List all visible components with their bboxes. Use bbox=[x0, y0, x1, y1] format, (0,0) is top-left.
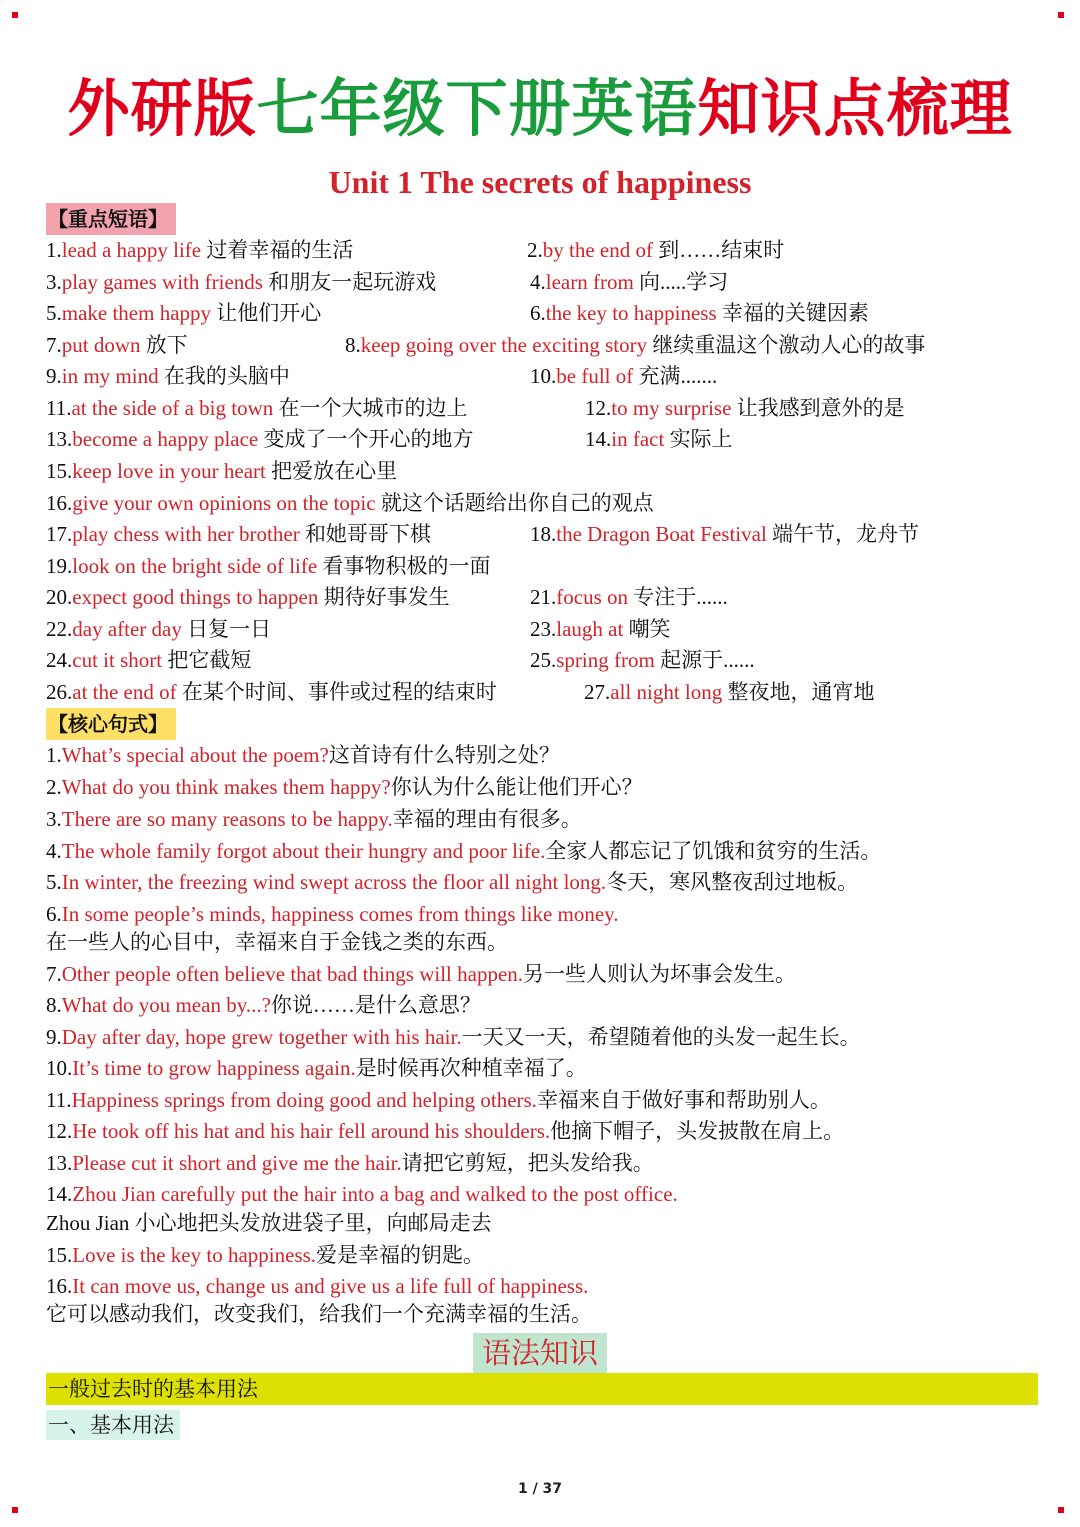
chinese-translation: 整夜地，通宵地 bbox=[722, 680, 875, 704]
sentence-line bbox=[46, 1116, 844, 1146]
sentence-line bbox=[46, 1148, 654, 1178]
title-part-publisher: 外研版 bbox=[67, 72, 257, 145]
item-number: 13. bbox=[46, 1151, 73, 1175]
sentence-line bbox=[46, 1271, 588, 1301]
item-number: 16. bbox=[46, 491, 73, 515]
sentence-line bbox=[46, 867, 858, 897]
english-text: He took off his hat and his hair fell around his shoulders. bbox=[72, 1119, 551, 1143]
english-text: in my mind bbox=[61, 364, 159, 388]
sentence-line bbox=[46, 1299, 592, 1329]
phrase-line bbox=[530, 267, 728, 297]
corner-mark bbox=[12, 1507, 18, 1513]
item-number: 13. bbox=[46, 427, 73, 451]
sentence-line bbox=[46, 899, 619, 929]
chinese-translation: 你说……是什么意思？ bbox=[270, 993, 481, 1017]
chinese-translation: 嘲笑 bbox=[623, 617, 671, 641]
english-text: spring from bbox=[556, 648, 655, 672]
english-text: to my surprise bbox=[611, 396, 732, 420]
item-number: 27. bbox=[584, 680, 611, 704]
chinese-translation: 他摘下帽子，头发披散在肩上。 bbox=[550, 1119, 845, 1143]
item-number: 4. bbox=[530, 270, 546, 294]
phrase-line bbox=[46, 393, 468, 423]
sentence-line bbox=[46, 740, 560, 770]
english-text: Happiness springs from doing good and helping others. bbox=[71, 1088, 537, 1112]
sentence-line bbox=[46, 1179, 678, 1209]
english-text: at the end of bbox=[72, 680, 177, 704]
chinese-translation: Zhou Jian 小心地把头发放进袋子里，向邮局走去 bbox=[46, 1211, 492, 1235]
document-title bbox=[0, 68, 1080, 150]
item-number: 3. bbox=[46, 807, 62, 831]
chinese-translation: 冬天，寒风整夜刮过地板。 bbox=[606, 870, 859, 894]
english-text: make them happy bbox=[61, 301, 212, 325]
phrase-line bbox=[345, 330, 925, 360]
english-text: at the side of a big town bbox=[71, 396, 274, 420]
english-text: What’s special about the poem? bbox=[61, 743, 329, 767]
item-number: 17. bbox=[46, 522, 73, 546]
item-number: 14. bbox=[585, 427, 612, 451]
english-text: learn from bbox=[545, 270, 634, 294]
chinese-translation: 放下 bbox=[140, 333, 188, 357]
item-number: 2. bbox=[527, 238, 543, 262]
chinese-translation: 看事物积极的一面 bbox=[317, 554, 491, 578]
phrase-line bbox=[530, 519, 919, 549]
item-number: 5. bbox=[46, 870, 62, 894]
english-text: be full of bbox=[556, 364, 634, 388]
chinese-translation: 幸福的关键因素 bbox=[716, 301, 869, 325]
english-text: focus on bbox=[556, 585, 628, 609]
phrase-line bbox=[530, 614, 671, 644]
chinese-translation: 专注于...... bbox=[628, 585, 728, 609]
chinese-translation: 把爱放在心里 bbox=[265, 459, 398, 483]
item-number: 18. bbox=[530, 522, 557, 546]
chinese-translation: 把它截短 bbox=[162, 648, 252, 672]
chinese-translation: 幸福来自于做好事和帮助别人。 bbox=[536, 1088, 831, 1112]
english-text: Other people often believe that bad things will happen. bbox=[61, 962, 524, 986]
phrase-line bbox=[46, 551, 490, 581]
english-text: In winter, the freezing wind swept across the floor all night long. bbox=[61, 870, 607, 894]
phrases-section-label: 【重点短语】 bbox=[46, 203, 176, 235]
item-number: 6. bbox=[46, 902, 62, 926]
english-text: There are so many reasons to be happy. bbox=[61, 807, 393, 831]
english-text: Please cut it short and give me the hair. bbox=[72, 1151, 402, 1175]
item-number: 12. bbox=[46, 1119, 73, 1143]
chinese-translation: 请把它剪短，把头发给我。 bbox=[401, 1151, 654, 1175]
corner-mark bbox=[12, 12, 18, 18]
chinese-translation: 在某个时间、事件或过程的结束时 bbox=[176, 680, 497, 704]
item-number: 25. bbox=[530, 648, 557, 672]
phrase-line bbox=[46, 582, 450, 612]
phrase-line bbox=[46, 519, 431, 549]
english-text: the Dragon Boat Festival bbox=[556, 522, 767, 546]
item-number: 8. bbox=[46, 993, 62, 1017]
grammar-topic-bar: 一般过去时的基本用法 bbox=[46, 1373, 1038, 1405]
english-text: the key to happiness bbox=[545, 301, 717, 325]
english-text: In some people’s minds, happiness comes from things like money. bbox=[61, 902, 619, 926]
chinese-translation: 实际上 bbox=[664, 427, 733, 451]
chinese-translation: 和她哥哥下棋 bbox=[299, 522, 431, 546]
item-number: 7. bbox=[46, 962, 62, 986]
phrase-line bbox=[46, 645, 251, 675]
english-text: Love is the key to happiness. bbox=[72, 1243, 317, 1267]
item-number: 22. bbox=[46, 617, 73, 641]
phrase-line bbox=[530, 298, 869, 328]
english-text: What do you mean by...? bbox=[61, 993, 271, 1017]
english-text: Day after day, hope grew together with his hair. bbox=[61, 1025, 462, 1049]
sentence-line bbox=[46, 990, 481, 1020]
grammar-subheading: 一、基本用法 bbox=[46, 1410, 180, 1440]
sentence-line bbox=[46, 1208, 492, 1238]
sentence-line bbox=[46, 1053, 587, 1083]
chinese-translation: 让我感到意外的是 bbox=[731, 396, 905, 420]
english-text: all night long bbox=[610, 680, 723, 704]
phrase-line bbox=[46, 614, 271, 644]
sentence-line bbox=[46, 927, 508, 957]
item-number: 24. bbox=[46, 648, 73, 672]
phrase-line bbox=[585, 424, 733, 454]
phrase-line bbox=[46, 488, 654, 518]
chinese-translation: 向.....学习 bbox=[633, 270, 729, 294]
chinese-translation: 是时候再次种植幸福了。 bbox=[355, 1056, 587, 1080]
chinese-translation: 日复一日 bbox=[181, 617, 272, 641]
english-text: keep going over the exciting story bbox=[360, 333, 648, 357]
english-text: look on the bright side of life bbox=[72, 554, 318, 578]
grammar-title: 语法知识 bbox=[473, 1333, 607, 1373]
phrase-line bbox=[46, 456, 397, 486]
english-text: It’s time to grow happiness again. bbox=[72, 1056, 356, 1080]
chinese-translation: 在一些人的心目中，幸福来自于金钱之类的东西。 bbox=[46, 930, 508, 954]
item-number: 4. bbox=[46, 839, 62, 863]
english-text: play games with friends bbox=[61, 270, 263, 294]
english-text: lead a happy life bbox=[61, 238, 202, 262]
english-text: become a happy place bbox=[72, 427, 259, 451]
item-number: 11. bbox=[46, 396, 72, 420]
sentence-line bbox=[46, 1022, 861, 1052]
sentence-line bbox=[46, 804, 582, 834]
chinese-translation: 和朋友一起玩游戏 bbox=[262, 270, 437, 294]
phrase-line bbox=[46, 424, 474, 454]
chinese-translation: 起源于...... bbox=[654, 648, 755, 672]
phrase-line bbox=[530, 582, 728, 612]
item-number: 1. bbox=[46, 238, 62, 262]
english-text: laugh at bbox=[556, 617, 624, 641]
chinese-translation: 另一些人则认为坏事会发生。 bbox=[523, 962, 797, 986]
chinese-translation: 幸福的理由有很多。 bbox=[392, 807, 582, 831]
phrase-line bbox=[46, 267, 436, 297]
sentence-line bbox=[46, 959, 796, 989]
item-number: 12. bbox=[585, 396, 612, 420]
phrase-line bbox=[46, 235, 353, 265]
corner-mark bbox=[1058, 1507, 1064, 1513]
phrase-line bbox=[585, 393, 905, 423]
item-number: 21. bbox=[530, 585, 557, 609]
english-text: Zhou Jian carefully put the hair into a bag and walked to the post office. bbox=[72, 1182, 678, 1206]
chinese-translation: 过着幸福的生活 bbox=[201, 238, 354, 262]
phrase-line bbox=[584, 677, 875, 707]
item-number: 7. bbox=[46, 333, 62, 357]
item-number: 26. bbox=[46, 680, 73, 704]
english-text: in fact bbox=[611, 427, 665, 451]
phrase-line bbox=[46, 677, 497, 707]
chinese-translation: 它可以感动我们，改变我们，给我们一个充满幸福的生活。 bbox=[46, 1302, 592, 1326]
chinese-translation: 到……结束时 bbox=[652, 238, 785, 262]
chinese-translation: 继续重温这个激动人心的故事 bbox=[647, 333, 926, 357]
item-number: 6. bbox=[530, 301, 546, 325]
english-text: It can move us, change us and give us a life full of happiness. bbox=[72, 1274, 589, 1298]
sentence-line bbox=[46, 1240, 484, 1270]
item-number: 15. bbox=[46, 1243, 73, 1267]
chinese-translation: 在一个大城市的边上 bbox=[273, 396, 468, 420]
english-text: give your own opinions on the topic bbox=[72, 491, 376, 515]
english-text: day after day bbox=[72, 617, 182, 641]
corner-mark bbox=[1058, 12, 1064, 18]
item-number: 11. bbox=[46, 1088, 72, 1112]
chinese-translation: 你认为什么能让他们开心？ bbox=[390, 775, 643, 799]
item-number: 9. bbox=[46, 364, 62, 388]
phrase-line bbox=[527, 235, 784, 265]
title-part-topic: 知识点梳理 bbox=[697, 72, 1013, 145]
item-number: 16. bbox=[46, 1274, 73, 1298]
item-number: 2. bbox=[46, 775, 62, 799]
english-text: expect good things to happen bbox=[72, 585, 319, 609]
sentences-section-label: 【核心句式】 bbox=[46, 708, 176, 740]
english-text: by the end of bbox=[542, 238, 653, 262]
chinese-translation: 在我的头脑中 bbox=[158, 364, 290, 388]
sentence-line bbox=[46, 1085, 831, 1115]
sentence-line bbox=[46, 836, 881, 866]
english-text: keep love in your heart bbox=[72, 459, 266, 483]
unit-title: Unit 1 The secrets of happiness bbox=[328, 164, 752, 200]
item-number: 8. bbox=[345, 333, 361, 357]
item-number: 23. bbox=[530, 617, 557, 641]
page-number: 1 / 37 bbox=[517, 1481, 563, 1497]
item-number: 3. bbox=[46, 270, 62, 294]
phrase-line bbox=[46, 298, 321, 328]
item-number: 15. bbox=[46, 459, 73, 483]
english-text: cut it short bbox=[72, 648, 163, 672]
item-number: 5. bbox=[46, 301, 62, 325]
chinese-translation: 全家人都忘记了饥饿和贫穷的生活。 bbox=[545, 839, 882, 863]
item-number: 1. bbox=[46, 743, 62, 767]
english-text: put down bbox=[61, 333, 141, 357]
english-text: What do you think makes them happy? bbox=[61, 775, 391, 799]
item-number: 20. bbox=[46, 585, 73, 609]
chinese-translation: 让他们开心 bbox=[211, 301, 322, 325]
chinese-translation: 充满....... bbox=[633, 364, 718, 388]
english-text: The whole family forgot about their hungry and poor life. bbox=[61, 839, 546, 863]
title-part-grade: 七年级下册英语 bbox=[256, 72, 698, 145]
phrase-line bbox=[530, 361, 717, 391]
chinese-translation: 变成了一个开心的地方 bbox=[258, 427, 474, 451]
phrase-line bbox=[46, 330, 188, 360]
chinese-translation: 这首诗有什么特别之处？ bbox=[328, 743, 560, 767]
chinese-translation: 就这个话题给出你自己的观点 bbox=[375, 491, 654, 515]
item-number: 19. bbox=[46, 554, 73, 578]
chinese-translation: 一天又一天，希望随着他的头发一起生长。 bbox=[461, 1025, 861, 1049]
item-number: 9. bbox=[46, 1025, 62, 1049]
item-number: 10. bbox=[46, 1056, 73, 1080]
phrase-line bbox=[530, 645, 755, 675]
chinese-translation: 爱是幸福的钥匙。 bbox=[316, 1243, 485, 1267]
item-number: 14. bbox=[46, 1182, 73, 1206]
chinese-translation: 端午节，龙舟节 bbox=[766, 522, 920, 546]
chinese-translation: 期待好事发生 bbox=[318, 585, 450, 609]
phrase-line bbox=[46, 361, 290, 391]
english-text: play chess with her brother bbox=[72, 522, 300, 546]
item-number: 10. bbox=[530, 364, 557, 388]
sentence-line bbox=[46, 772, 643, 802]
